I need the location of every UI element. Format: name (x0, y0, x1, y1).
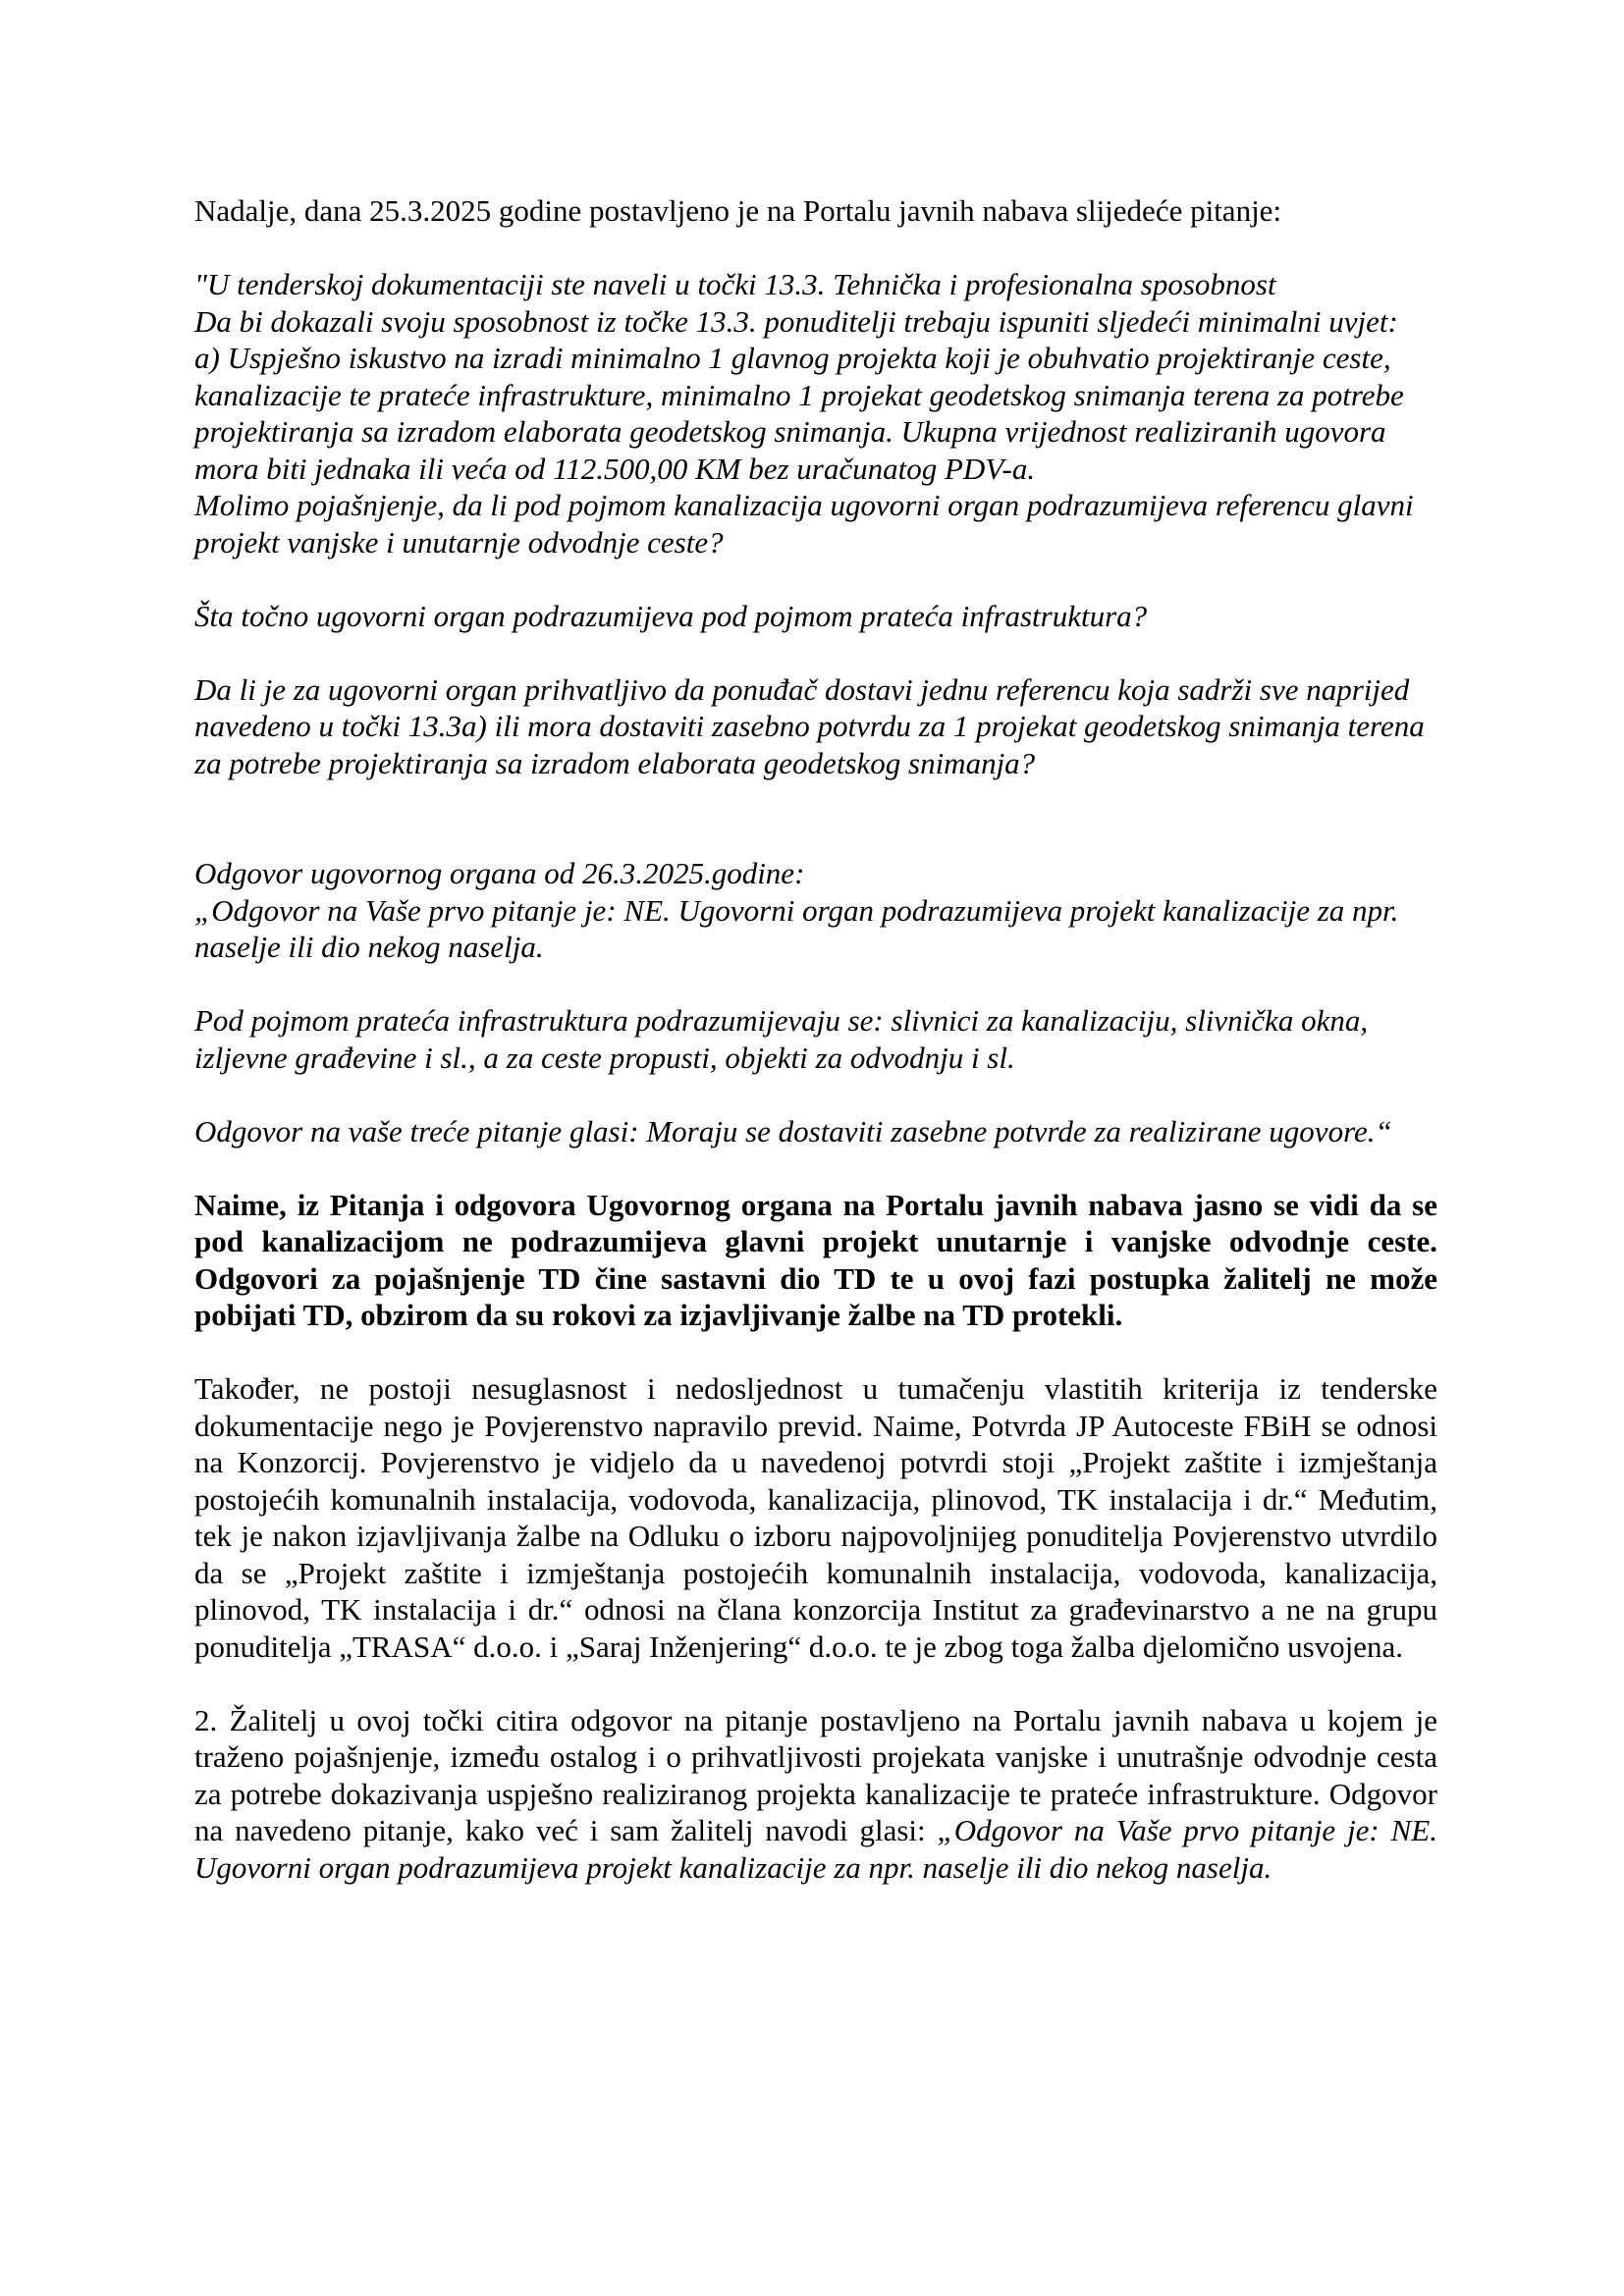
answer-1: „Odgovor na Vaše prvo pitanje je: NE. Ugovorni organ podrazumijeva projekt kanalizacije za npr. naselje ili dio nekog naselja. (194, 892, 1399, 964)
question-line-2: Da bi dokazali svoju sposobnost iz točke 13.3. ponuditelji trebaju ispuniti sljedeći minimalni uvjet: (194, 303, 1398, 339)
question-clarification-3: Da li je za ugovorni organ prihvatljivo da ponuđač dostavi jednu referencu koja sadrži sve naprijed navedeno u točki 13.3a) ili mora dostaviti zasebno potvrdu za 1 projekat geodetskog snimanja terena za potrebe projektiranja sa izradom elaborata geodetskog snimanja? (194, 671, 1425, 780)
question-block (194, 266, 1437, 561)
question-criterion-a: a) Uspješno iskustvo na izradi minimalno 1 glavnog projekta koji je obuhvatio projektiranje ceste, kanalizacije te prateće infrastrukture, minimalno 1 projekat geodetskog snimanja terena za potrebe projektiranja sa izradom elaborata geodetskog snimanja. Ukupna vrijednost realiziranih ugovora mora biti jednaka ili veća od 112.500,00 KM bez uračunatog PDV-a. (194, 341, 1404, 486)
point-2-lead: 2. Žalitelj u ovoj točki citira odgovor na pitanje postavljeno na Portalu javnih nabava u kojem je traženo pojašnjenje, između ostalog i o prihvatljivosti projekata vanjske i unutrašnje odvodnje cesta za potrebe dokazivanja uspješno realiziranog projekta kanalizacije te prateće infrastrukture. Odgovor na navedeno pitanje, kako već i sam žalitelj navodi glasi: (194, 1702, 1437, 1847)
document-page (194, 192, 1437, 1886)
answer-3: Odgovor na vaše treće pitanje glasi: Moraju se dostaviti zasebne potvrde za realizirane ugovore.“ (194, 1113, 1392, 1148)
answer-heading: Odgovor ugovornog organa od 26.3.2025.godine: (194, 856, 805, 890)
intro-paragraph: Nadalje, dana 25.3.2025 godine postavljeno je na Portalu javnih nabava slijedeće pitanje: (194, 193, 1282, 228)
bold-conclusion-paragraph: Naime, iz Pitanja i odgovora Ugovornog organa na Portalu javnih nabava jasno se vidi da se pod kanalizacijom ne podrazumijeva glavni projekt unutarnje i vanjske odvodnje ceste. Odgovori za pojašnjenje TD čine sastavni dio TD te u ovoj fazi postupka žalitelj ne može pobijati TD, obzirom da su rokovi za izjavljivanje žalbe na TD protekli. (194, 1187, 1437, 1332)
answer-2: Pod pojmom prateća infrastruktura podrazumijevaju se: slivnici za kanalizaciju, slivnička okna, izljevne građevine i sl., a za ceste propusti, objekti za odvodnju i sl. (194, 1003, 1369, 1075)
question-line-1: "U tenderskoj dokumentaciji ste naveli u točki 13.3. Tehnička i profesionalna sposobnost (194, 267, 1276, 301)
question-clarification-1: Molimo pojašnjenje, da li pod pojmom kanalizacija ugovorni organ podrazumijeva referencu glavni projekt vanjske i unutarnje odvodnje ceste? (194, 488, 1414, 560)
question-clarification-2: Šta točno ugovorni organ podrazumijeva pod pojmom prateća infrastruktura? (194, 598, 1148, 633)
takodjer-paragraph: Također, ne postoji nesuglasnost i nedosljednost u tumačenju vlastitih kriterija iz tenderske dokumentacije nego je Povjerenstvo napravilo previd. Naime, Potvrda JP Autoceste FBiH se odnosi na Konzorcij. Povjerenstvo je vidjelo da u navedenoj potvrdi stoji „Projekt zaštite i izmještanja postojećih komunalnih instalacija, vodovoda, kanalizacija, plinovod, TK instalacija i dr.“ Međutim, tek je nakon izjavljivanja žalbe na Odluku o izboru najpovoljnijeg ponuditelja Povjerenstvo utvrdilo da se „Projekt zaštite i izmještanja postojećih komunalnih instalacija, vodovoda, kanalizacija, plinovod, TK instalacija i dr.“ odnosi na člana konzorcija Institut za građevinarstvo a ne na grupu ponuditelja „TRASA“ d.o.o. i „Saraj Inženjering“ d.o.o. te je zbog toga žalba djelomično usvojena. (194, 1371, 1437, 1664)
point-2-paragraph (194, 1702, 1437, 1887)
point-2-quote: „Odgovor na Vaše prvo pitanje je: NE. Ugovorni organ podrazumijeva projekt kanalizacije za npr. naselje ili dio nekog naselja. (194, 1813, 1437, 1885)
